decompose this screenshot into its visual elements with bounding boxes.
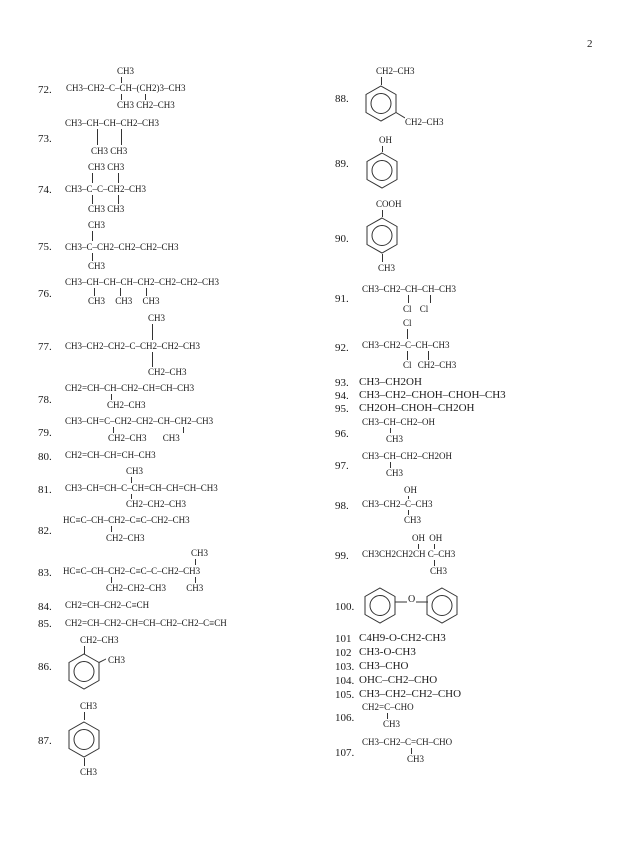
main-chain: CH3–CH–CH–CH2–CH3 <box>65 118 160 128</box>
branch-top: OH <box>404 485 417 495</box>
branch-top: CH3 <box>191 548 209 558</box>
item-number: 73. <box>38 133 52 145</box>
benzene-ring-icon <box>363 84 405 126</box>
benzene-ring-icon <box>424 586 464 626</box>
branch-bottom: CH2–CH2–CH3 <box>126 499 187 509</box>
main-chain: HC≡C–CH–CH2–C≡C–C–CH2–CH3 <box>63 566 201 576</box>
substituent-side: CH2–CH3 <box>405 117 444 127</box>
main-chain: CH2=CH–CH2–CH=CH–CH2–CH2–C≡CH <box>65 618 227 628</box>
item-number: 99. <box>335 550 349 562</box>
formula-text: CH3–CH2–CH2–CHO <box>359 688 462 700</box>
main-chain: CH2=CH–CH2–C≡CH <box>65 600 150 610</box>
item-number: 96. <box>335 428 349 440</box>
main-chain: CH3–CH2–C–CH3 <box>362 499 433 509</box>
branch-bottom: CH2–CH3 CH3 <box>108 433 180 443</box>
branch-top: OH OH <box>412 533 443 543</box>
substituent-top: CH2–CH3 <box>80 635 119 645</box>
benzene-ring-icon <box>364 216 404 256</box>
item-number: 88. <box>335 93 349 105</box>
branch-bottom: CH2–CH3 <box>107 400 146 410</box>
main-chain: CH2=CH–CH=CH–CH3 <box>65 450 156 460</box>
item-number: 80. <box>38 451 52 463</box>
item-number: 86. <box>38 661 52 673</box>
page-number: 2 <box>587 38 593 50</box>
branch-bottom: CH3 CH3 CH3 <box>88 296 160 306</box>
branch-top: CH3 <box>88 220 106 230</box>
item-number: 76. <box>38 288 52 300</box>
branch-bottom: CH3 <box>404 515 422 525</box>
item-number: 104. <box>335 675 355 687</box>
branch-bottom: CH2–CH3 <box>106 533 145 543</box>
item-number: 82. <box>38 525 52 537</box>
item-number: 87. <box>38 735 52 747</box>
oxygen-atom: O <box>408 594 416 605</box>
main-chain: CH3–CH2–C–CH–(CH2)3–CH3 <box>66 83 186 93</box>
item-number: 107. <box>335 747 355 759</box>
main-chain: CH3–CH2–CH–CH–CH3 <box>362 284 457 294</box>
formula-text: OHC–CH2–CHO <box>359 674 438 686</box>
item-number: 97. <box>335 460 349 472</box>
branch-bottom: Cl CH2–CH3 <box>403 360 457 370</box>
item-number: 100. <box>335 601 355 613</box>
branch-bottom: CH3 <box>430 566 448 576</box>
branch-bottom: CH2–CH2–CH3 CH3 <box>106 583 204 593</box>
main-chain: CH3–CH–CH2–CH2OH <box>362 451 453 461</box>
item-number: 94. <box>335 390 349 402</box>
item-number: 90. <box>335 233 349 245</box>
item-number: 93. <box>335 377 349 389</box>
item-number: 106. <box>335 712 355 724</box>
main-chain: CH3–CH–CH–CH–CH2–CH2–CH2–CH3 <box>65 277 220 287</box>
main-chain: CH3–C–CH2–CH2–CH2–CH3 <box>65 242 179 252</box>
main-chain: CH3–CH2–CH2–C–CH2–CH2–CH3 <box>65 341 201 351</box>
benzene-ring-icon <box>66 720 106 760</box>
branch-top: CH3 <box>148 313 166 323</box>
branch-bottom: Cl Cl <box>403 304 429 314</box>
main-chain: CH3–CH2–C–CH–CH3 <box>362 340 450 350</box>
branch-top: CH3 CH3 <box>88 162 125 172</box>
item-number: 75. <box>38 241 52 253</box>
main-chain: CH3–CH=C–CH2–CH2–CH–CH2–CH3 <box>65 416 214 426</box>
substituent-bottom: CH3 <box>80 767 98 777</box>
item-number: 77. <box>38 341 52 353</box>
formula-text: CH3–CH2–CHOH–CHOH–CH3 <box>359 389 506 401</box>
substituent-bottom: CH3 <box>378 263 396 273</box>
item-number: 101 <box>335 633 352 645</box>
branch-bottom: CH3 <box>386 434 404 444</box>
item-number: 91. <box>335 293 349 305</box>
item-number: 102 <box>335 647 352 659</box>
formula-text: CH3–CH2OH <box>359 376 422 388</box>
item-number: 85. <box>38 618 52 630</box>
branch-bottom: CH3 CH3 <box>91 146 128 156</box>
item-number: 72. <box>38 84 52 96</box>
main-chain: CH2=C–CHO <box>362 702 414 712</box>
branch-bottom: CH3 <box>88 261 106 271</box>
branch-bottom: CH3 <box>383 719 401 729</box>
item-number: 78. <box>38 394 52 406</box>
item-number: 83. <box>38 567 52 579</box>
substituent-top: CH2–CH3 <box>376 66 415 76</box>
branch-top: CH3 <box>126 466 144 476</box>
formula-text: CH2OH–CHOH–CH2OH <box>359 402 475 414</box>
item-number: 81. <box>38 484 52 496</box>
item-number: 105. <box>335 689 355 701</box>
branch-bottom: CH3 CH2–CH3 <box>117 100 175 110</box>
item-number: 89. <box>335 158 349 170</box>
formula-text: CH3–CHO <box>359 660 409 672</box>
branch-top: Cl <box>403 318 412 328</box>
substituent-top: OH <box>379 135 392 145</box>
branch-top: CH3 <box>117 66 135 76</box>
benzene-ring-icon <box>66 652 106 692</box>
main-chain: CH3–CH2–C=CH–CHO <box>362 737 453 747</box>
main-chain: HC≡C–CH–CH2–C≡C–CH2–CH3 <box>63 515 190 525</box>
item-number: 84. <box>38 601 52 613</box>
formula-text: CH3-O-CH3 <box>359 646 416 658</box>
item-number: 74. <box>38 184 52 196</box>
item-number: 98. <box>335 500 349 512</box>
branch-bottom: CH3 <box>407 754 425 764</box>
benzene-ring-icon <box>364 151 404 191</box>
item-number: 79. <box>38 427 52 439</box>
item-number: 95. <box>335 403 349 415</box>
item-number: 103. <box>335 661 355 673</box>
item-number: 92. <box>335 342 349 354</box>
substituent-side: CH3 <box>108 655 126 665</box>
formula-text: C4H9-O-CH2-CH3 <box>359 632 446 644</box>
ether-bond-icon <box>395 594 409 608</box>
branch-bottom: CH3 CH3 <box>88 204 125 214</box>
main-chain: CH3–CH–CH2–OH <box>362 417 436 427</box>
substituent-top: COOH <box>376 199 402 209</box>
main-chain: CH3–C–C–CH2–CH3 <box>65 184 147 194</box>
substituent-top: CH3 <box>80 701 98 711</box>
main-chain: CH2=CH–CH–CH2–CH=CH–CH3 <box>65 383 195 393</box>
branch-bottom: CH2–CH3 <box>148 367 187 377</box>
main-chain: CH3CH2CH2CH C–CH3 <box>362 549 456 559</box>
main-chain: CH3–CH=CH–C–CH=CH–CH=CH–CH3 <box>65 483 218 493</box>
branch-bottom: CH3 <box>386 468 404 478</box>
